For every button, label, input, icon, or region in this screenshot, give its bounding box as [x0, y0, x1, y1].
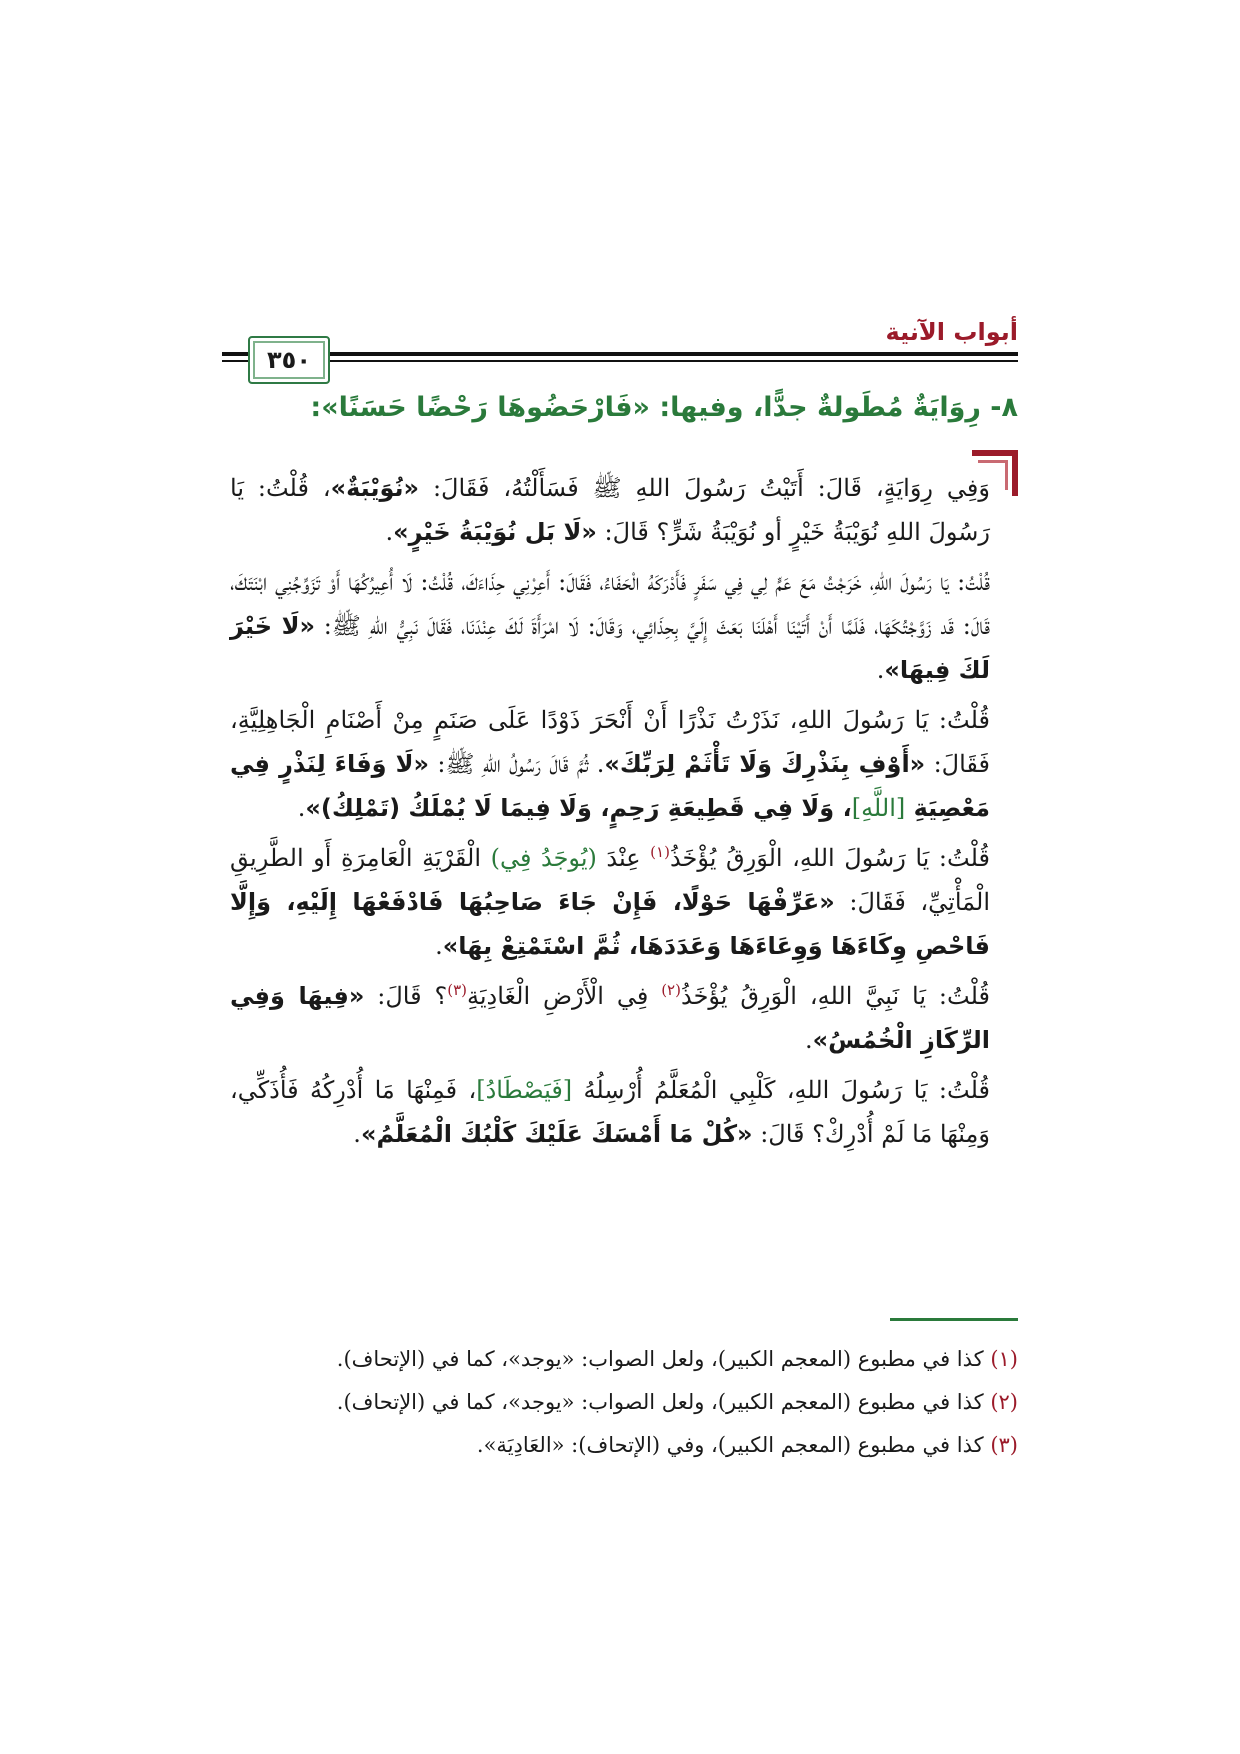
- text-run: عِنْدَ: [596, 844, 651, 872]
- page-number: ٣٥٠: [267, 346, 311, 374]
- text-run: .: [353, 1120, 361, 1148]
- text-run: . ثُمَّ قَالَ رَسُولُ اللهِ ﷺ:: [429, 750, 605, 778]
- footnote-marker: (٢): [661, 981, 681, 999]
- footnote-3: (٣) كذا في مطبوع (المعجم الكبير)، وفي (الإتحاف): «العَادِيَة».: [476, 1433, 1018, 1457]
- header-rule-top: [222, 352, 1018, 356]
- footnote-2: (٢) كذا في مطبوع (المعجم الكبير)، ولعل الصواب: «يوجد»، كما في (الإتحاف).: [336, 1390, 1018, 1414]
- hadith-quote: «نُوَيْبَةٌ»: [330, 474, 420, 502]
- footnote-marker: (٣): [447, 981, 467, 999]
- paragraph: [230, 1068, 990, 1156]
- text-run: ، قُلْتُ: يَا رَسُولَ اللهِ نُوَيْبَةُ خَيْرٍ أو نُوَيْبَةُ شَرٍّ؟ قَالَ:: [230, 474, 990, 546]
- text-run: .: [435, 932, 443, 960]
- hadith-quote: ، وَلَا فِي قَطِيعَةِ رَحِمٍ، وَلَا فِيمَا لَا يُمْلَكُ (تَمْلِكُ)»: [305, 794, 852, 822]
- footnote-1: (١) كذا في مطبوع (المعجم الكبير)، ولعل الصواب: «يوجد»، كما في (الإتحاف).: [336, 1347, 1018, 1371]
- variant-reading: [فَيَصْطَادُ]: [476, 1076, 573, 1104]
- hadith-quote: «فِيهَا وَفِي الرِّكَازِ الْخُمُسُ»: [230, 982, 990, 1054]
- text-run: الْقَرْيَةِ الْعَامِرَةِ أَو الطَّرِيقِ الْمَأْتِيِّ، فَقَالَ:: [230, 844, 990, 916]
- paragraph: [230, 466, 990, 554]
- header-rule-bottom: [222, 360, 1018, 362]
- hadith-quote: «لَا خَيْرَ لَكَ فِيهَا»: [230, 612, 990, 684]
- text-run: .: [876, 656, 885, 684]
- text-run: .: [385, 518, 394, 546]
- paragraph: [230, 698, 990, 830]
- footnote-marker: (١): [650, 843, 670, 861]
- text-run: قُلْتُ: يَا رَسُولَ اللهِ، الْوَرِقُ يُؤْخَذُ: [669, 844, 990, 872]
- text-run: قُلْتُ: يَا رَسُولَ اللهِ، نَذَرْتُ نَذْرًا أَنْ أَنْحَرَ ذَوْدًا عَلَى صَنَمٍ مِنْ أَصْنَامِ الْجَاهِلِيَّةِ، فَقَالَ:: [230, 706, 991, 778]
- text-run: فِي الْأَرْضِ الْغَادِيَةِ: [467, 982, 662, 1010]
- running-title: أبواب الآنية: [885, 318, 1018, 346]
- text-run: وَفِي رِوَايَةٍ، قَالَ: أَتَيْتُ رَسُولَ اللهِ ﷺ فَسَأَلْتُهُ، فَقَالَ:: [419, 474, 990, 502]
- text-run: .: [804, 1026, 813, 1054]
- text-run: ؟ قَالَ:: [364, 982, 448, 1010]
- variant-reading: [اللَّهِ]: [851, 794, 906, 822]
- page-number-frame: [248, 336, 330, 384]
- section-heading: ٨- رِوَايَةٌ مُطَولةٌ جدًّا، وفيها: «فَارْحَضُوهَا رَحْضًا حَسَنًا»:: [310, 392, 1018, 423]
- text-run: .: [297, 794, 306, 822]
- text-run: قُلْتُ: يَا رَسُولَ اللهِ، كَلْبِي الْمُعَلَّمُ أُرْسِلُهُ: [572, 1076, 990, 1104]
- hadith-quote: «لَا وَفَاءَ لِنَذْرٍ فِي مَعْصِيَةِ: [230, 750, 990, 822]
- hadith-quote: «كُلْ مَا أَمْسَكَ عَلَيْكَ كَلْبُكَ الْمُعَلَّمُ»: [360, 1120, 753, 1148]
- body-text: [230, 466, 990, 1162]
- paragraph: [230, 560, 990, 692]
- hadith-quote: «عَرِّفْهَا حَوْلًا، فَإِنْ جَاءَ صَاحِبُهَا فَادْفَعْهَا إِلَيْهِ، وَإِلَّا فَاحْصِ وِكَاءَهَا وَوِعَاءَهَا وَعَدَدَهَا، ثُمَّ اسْتَمْتِعْ بِهَا»: [230, 888, 990, 960]
- hadith-quote: «لَا بَل نُوَيْبَةُ خَيْرٍ»: [393, 518, 597, 546]
- variant-reading: (يُوجَدُ فِي): [490, 844, 597, 872]
- paragraph: [230, 836, 990, 968]
- paragraph: [230, 974, 990, 1062]
- footnotes: [222, 1338, 1018, 1467]
- text-run: قُلْتُ: يَا رَسُولَ اللهِ، خَرَجْتُ مَعَ عَمٍّ لِي فِي سَفَرٍ فَأَدْرَكَهُ الْحَفَاءُ، فَقَالَ: أَعِرْنِي حِذَاءَكَ، قُلْتُ: لَا أُعِيرُكُهَا أَوْ تَزَوِّجُنِي ابْنَتَكَ، قَالَ: قَد زَوَّجْتُكَهَا، فَلَمَّا أَنْ أَتَيْنَا أَهْلَنَا بَعَثَ إِلَيَّ بِحِذَائِي، وَقَالَ: لَا امْرَأَةَ لَكَ عِنْدَنَا، فَقَالَ نَبِيُّ اللهِ ﷺ:: [230, 568, 990, 640]
- footnote-separator: [890, 1318, 1018, 1321]
- text-run: ، فَمِنْهَا مَا أُدْرِكُهُ فَأُذَكِّي، وَمِنْهَا مَا لَمْ أُدْرِكْ؟ قَالَ:: [230, 1076, 990, 1148]
- text-run: قُلْتُ: يَا نَبِيَّ اللهِ، الْوَرِقُ يُؤْخَذُ: [680, 982, 990, 1010]
- hadith-quote: «أَوْفِ بِنَذْرِكَ وَلَا تَأْثَمْ لِرَبِّكَ»: [604, 750, 926, 778]
